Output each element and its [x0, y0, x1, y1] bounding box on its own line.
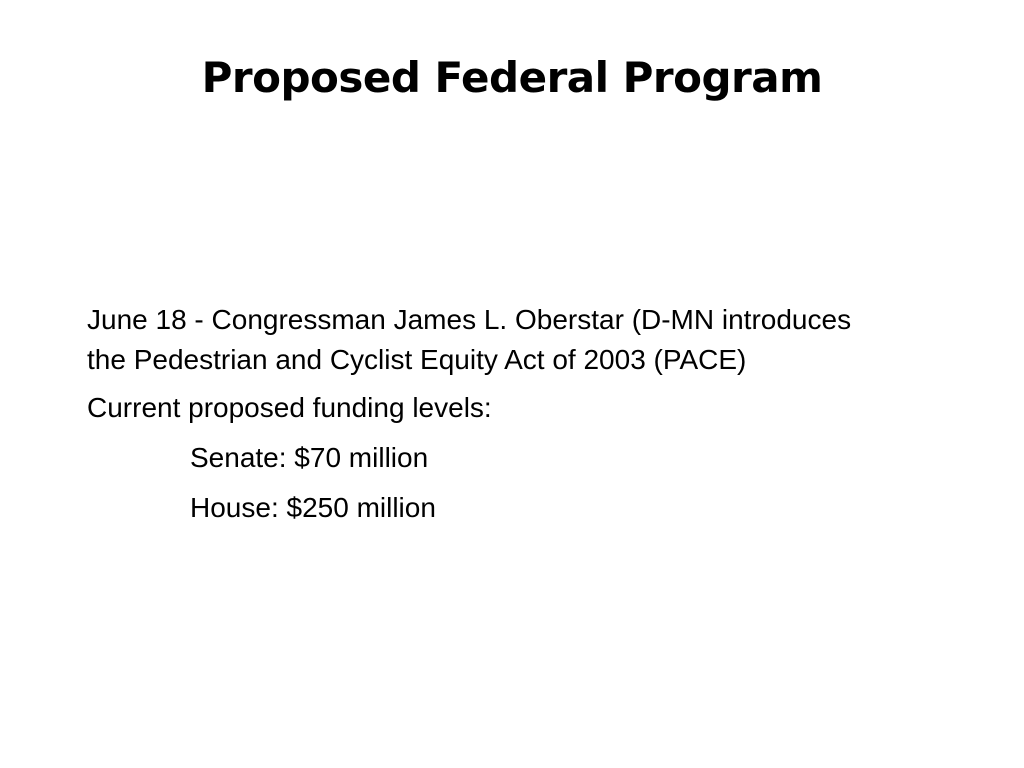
- funding-item-senate: Senate: $70 million: [190, 442, 429, 473]
- body-paragraph-funding-levels: Current proposed funding levels:: [87, 392, 492, 423]
- slide-title: Proposed Federal Program: [201, 53, 823, 102]
- body-paragraph-pace-act: June 18 - Congressman James L. Oberstar (D-MN introduces the Pedestrian and Cyclist Equity Act of 2003 (PACE): [87, 304, 852, 375]
- funding-item-house: House: $250 million: [190, 492, 436, 523]
- slide-body: [87, 300, 887, 528]
